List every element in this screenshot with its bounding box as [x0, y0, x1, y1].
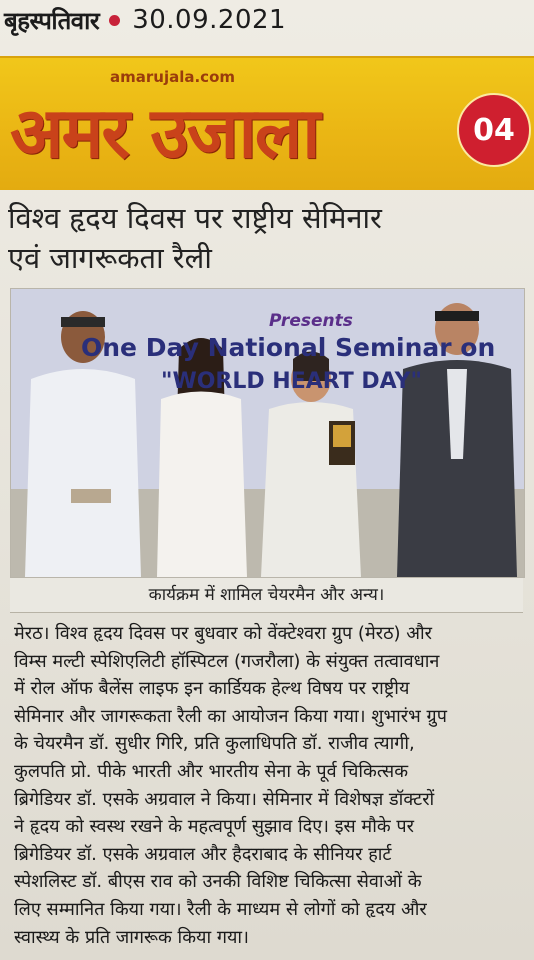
banner-world-heart-day: "WORLD HEART DAY"	[161, 369, 422, 394]
body-line: में रोल ऑफ बैलेंस लाइफ इन कार्डियक हेल्थ विषय पर राष्ट्रीय	[14, 678, 410, 700]
article-body	[14, 620, 528, 951]
body-line: स्वास्थ्य के प्रति जागरूक किया गया।	[14, 926, 249, 948]
article-headline	[8, 198, 528, 278]
headline-line-2: एवं जागरूकता रैली	[8, 241, 212, 275]
body-line: ब्रिगेडियर डॉ. एसके अग्रवाल ने किया। सेमिनार में विशेषज्ञ डॉक्टरों	[14, 788, 435, 810]
banner-seminar: One Day National Seminar on	[81, 333, 496, 362]
event-photo	[10, 288, 525, 578]
page-number-badge: 04	[457, 93, 531, 167]
body-line: लिए सम्मानित किया गया। रैली के माध्यम से लोगों को हृदय और	[14, 898, 427, 920]
body-line: विम्स मल्टी स्पेशिएलिटी हॉस्पिटल (गजरौला) के संयुक्त तत्वावधान	[14, 650, 440, 672]
masthead	[0, 56, 534, 190]
body-line: मेरठ। विश्व हृदय दिवस पर बुधवार को वेंक्टेश्वरा ग्रुप (मेरठ) और	[14, 623, 433, 644]
bullet-icon	[109, 15, 120, 26]
body-line: स्पेशलिस्ट डॉ. बीएस राव को उनकी विशिष्ट चिकित्सा सेवाओं के	[14, 871, 422, 893]
body-line: ब्रिगेडियर डॉ. एसके अग्रवाल और हैदराबाद के सीनियर हार्ट	[14, 843, 392, 865]
site-url: amarujala.com	[110, 68, 236, 86]
banner-presents: Presents	[269, 311, 353, 331]
dateline	[0, 0, 534, 40]
newspaper-logo: अमर उजाला	[10, 92, 319, 174]
body-line: ने हृदय को स्वस्थ रखने के महत्वपूर्ण सुझाव दिए। इस मौके पर	[14, 816, 414, 838]
issue-date: 30.09.2021	[132, 5, 287, 35]
body-line: सेमिनार और जागरूकता रैली का आयोजन किया गया। शुभारंभ ग्रुप	[14, 705, 447, 727]
photo-caption: कार्यक्रम में शामिल चेयरमैन और अन्य।	[10, 578, 523, 613]
weekday: बृहस्पतिवार	[4, 6, 100, 35]
headline-line-1: विश्व हृदय दिवस पर राष्ट्रीय सेमिनार	[8, 201, 382, 235]
body-line: कुलपति प्रो. पीके भारती और भारतीय सेना के पूर्व चिकित्सक	[14, 760, 409, 782]
body-line: के चेयरमैन डॉ. सुधीर गिरि, प्रति कुलाधिपति डॉ. राजीव त्यागी,	[14, 733, 415, 755]
